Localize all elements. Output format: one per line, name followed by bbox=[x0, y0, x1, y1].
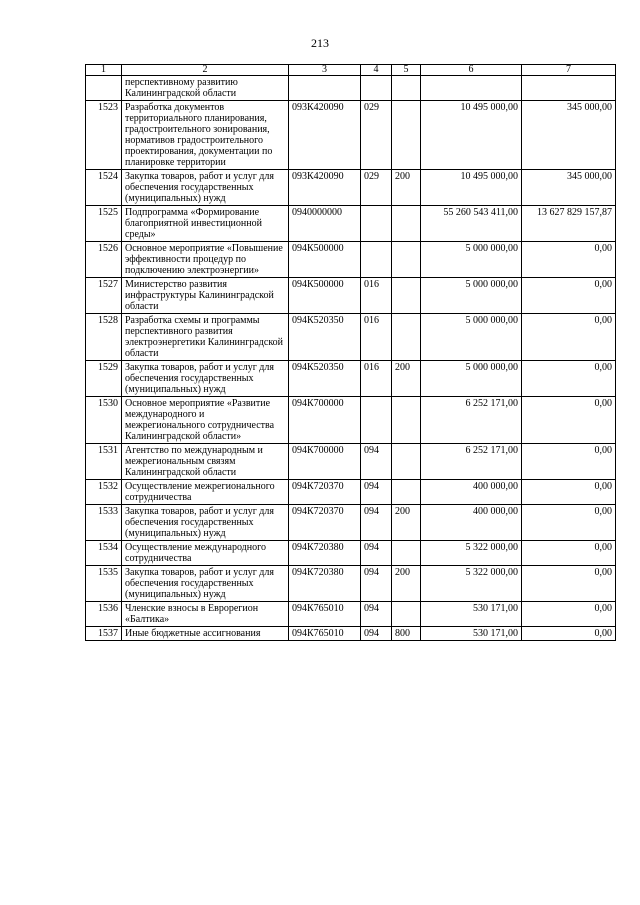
header-col-2: 2 bbox=[122, 65, 289, 76]
row-amount-col6-cell bbox=[421, 76, 522, 101]
row-expense-type-cell bbox=[392, 480, 421, 505]
row-expense-type-cell bbox=[392, 76, 421, 101]
row-department-cell: 016 bbox=[361, 278, 392, 314]
row-department-cell: 029 bbox=[361, 101, 392, 170]
row-amount-col6-cell: 6 252 171,00 bbox=[421, 397, 522, 444]
row-amount-col7-cell: 0,00 bbox=[522, 505, 616, 541]
row-expense-type-cell bbox=[392, 101, 421, 170]
table-row bbox=[86, 170, 616, 206]
row-amount-col6-cell: 5 000 000,00 bbox=[421, 314, 522, 361]
row-amount-col6-cell: 400 000,00 bbox=[421, 480, 522, 505]
table-row bbox=[86, 397, 616, 444]
row-code-cell bbox=[289, 76, 361, 101]
row-amount-col7-cell: 0,00 bbox=[522, 314, 616, 361]
header-row bbox=[86, 65, 616, 76]
row-expense-type-cell bbox=[392, 602, 421, 627]
header-col-5: 5 bbox=[392, 65, 421, 76]
row-amount-col6-cell: 5 000 000,00 bbox=[421, 361, 522, 397]
table-row bbox=[86, 541, 616, 566]
row-name-cell: Членские взносы в Еврорегион «Балтика» bbox=[122, 602, 289, 627]
row-amount-col7-cell: 13 627 829 157,87 bbox=[522, 206, 616, 242]
row-department-cell bbox=[361, 76, 392, 101]
table-row bbox=[86, 101, 616, 170]
table-row bbox=[86, 444, 616, 480]
row-number-cell: 1536 bbox=[86, 602, 122, 627]
table-row bbox=[86, 480, 616, 505]
row-name-cell: Основное мероприятие «Развитие международного и межрегионального сотрудничества Калининградской области» bbox=[122, 397, 289, 444]
row-department-cell: 016 bbox=[361, 314, 392, 361]
row-department-cell: 094 bbox=[361, 602, 392, 627]
row-department-cell: 094 bbox=[361, 444, 392, 480]
row-code-cell: 094К720380 bbox=[289, 566, 361, 602]
row-number-cell: 1526 bbox=[86, 242, 122, 278]
row-amount-col6-cell: 5 000 000,00 bbox=[421, 278, 522, 314]
budget-table bbox=[85, 64, 616, 641]
header-col-4: 4 bbox=[361, 65, 392, 76]
row-department-cell: 094 bbox=[361, 480, 392, 505]
row-department-cell: 094 bbox=[361, 627, 392, 641]
row-department-cell: 094 bbox=[361, 505, 392, 541]
row-expense-type-cell bbox=[392, 206, 421, 242]
row-amount-col6-cell: 10 495 000,00 bbox=[421, 101, 522, 170]
row-name-cell: Осуществление межрегионального сотрудничества bbox=[122, 480, 289, 505]
table-row bbox=[86, 602, 616, 627]
row-department-cell: 016 bbox=[361, 361, 392, 397]
table-row bbox=[86, 361, 616, 397]
row-name-cell: Закупка товаров, работ и услуг для обеспечения государственных (муниципальных) нужд bbox=[122, 505, 289, 541]
row-amount-col7-cell: 0,00 bbox=[522, 278, 616, 314]
header-col-6: 6 bbox=[421, 65, 522, 76]
page-number: 213 bbox=[311, 36, 329, 50]
table-row bbox=[86, 505, 616, 541]
row-code-cell: 094К765010 bbox=[289, 627, 361, 641]
row-expense-type-cell bbox=[392, 278, 421, 314]
row-name-cell: Подпрограмма «Формирование благоприятной инвестиционной среды» bbox=[122, 206, 289, 242]
row-name-cell: Основное мероприятие «Повышение эффективности процедур по подключению электроэнергии» bbox=[122, 242, 289, 278]
row-name-cell: Закупка товаров, работ и услуг для обеспечения государственных (муниципальных) нужд bbox=[122, 170, 289, 206]
row-code-cell: 094К520350 bbox=[289, 361, 361, 397]
row-number-cell: 1531 bbox=[86, 444, 122, 480]
row-name-cell: Иные бюджетные ассигнования bbox=[122, 627, 289, 641]
row-amount-col7-cell: 0,00 bbox=[522, 361, 616, 397]
row-number-cell: 1523 bbox=[86, 101, 122, 170]
row-code-cell: 094К520350 bbox=[289, 314, 361, 361]
header-col-7: 7 bbox=[522, 65, 616, 76]
table-row bbox=[86, 278, 616, 314]
row-expense-type-cell: 200 bbox=[392, 566, 421, 602]
row-amount-col7-cell bbox=[522, 76, 616, 101]
row-expense-type-cell bbox=[392, 397, 421, 444]
row-name-cell: Закупка товаров, работ и услуг для обеспечения государственных (муниципальных) нужд bbox=[122, 361, 289, 397]
row-name-cell: Агентство по международным и межрегиональным связям Калининградской области bbox=[122, 444, 289, 480]
row-expense-type-cell bbox=[392, 242, 421, 278]
row-number-cell: 1534 bbox=[86, 541, 122, 566]
row-number-cell: 1535 bbox=[86, 566, 122, 602]
row-number-cell bbox=[86, 76, 122, 101]
row-amount-col7-cell: 0,00 bbox=[522, 397, 616, 444]
row-code-cell: 094К700000 bbox=[289, 397, 361, 444]
row-name-cell: Разработка схемы и программы перспективного развития электроэнергетики Калининградской области bbox=[122, 314, 289, 361]
table-row bbox=[86, 76, 616, 101]
row-amount-col7-cell: 0,00 bbox=[522, 480, 616, 505]
row-amount-col7-cell: 345 000,00 bbox=[522, 101, 616, 170]
row-expense-type-cell bbox=[392, 444, 421, 480]
row-number-cell: 1528 bbox=[86, 314, 122, 361]
table-row bbox=[86, 206, 616, 242]
row-number-cell: 1530 bbox=[86, 397, 122, 444]
row-expense-type-cell: 200 bbox=[392, 170, 421, 206]
row-amount-col6-cell: 6 252 171,00 bbox=[421, 444, 522, 480]
row-department-cell: 029 bbox=[361, 170, 392, 206]
row-number-cell: 1532 bbox=[86, 480, 122, 505]
row-amount-col6-cell: 10 495 000,00 bbox=[421, 170, 522, 206]
row-department-cell: 094 bbox=[361, 566, 392, 602]
row-number-cell: 1529 bbox=[86, 361, 122, 397]
row-number-cell: 1525 bbox=[86, 206, 122, 242]
row-amount-col6-cell: 5 322 000,00 bbox=[421, 566, 522, 602]
row-department-cell bbox=[361, 397, 392, 444]
row-amount-col6-cell: 530 171,00 bbox=[421, 602, 522, 627]
row-amount-col7-cell: 345 000,00 bbox=[522, 170, 616, 206]
row-number-cell: 1533 bbox=[86, 505, 122, 541]
row-number-cell: 1537 bbox=[86, 627, 122, 641]
row-expense-type-cell: 200 bbox=[392, 505, 421, 541]
row-amount-col7-cell: 0,00 bbox=[522, 242, 616, 278]
row-department-cell: 094 bbox=[361, 541, 392, 566]
row-code-cell: 094К500000 bbox=[289, 242, 361, 278]
row-code-cell: 0940000000 bbox=[289, 206, 361, 242]
row-expense-type-cell: 800 bbox=[392, 627, 421, 641]
row-amount-col7-cell: 0,00 bbox=[522, 541, 616, 566]
row-code-cell: 094К720370 bbox=[289, 505, 361, 541]
row-amount-col6-cell: 5 322 000,00 bbox=[421, 541, 522, 566]
row-number-cell: 1524 bbox=[86, 170, 122, 206]
row-code-cell: 094К720380 bbox=[289, 541, 361, 566]
row-expense-type-cell bbox=[392, 314, 421, 361]
row-code-cell: 094К500000 bbox=[289, 278, 361, 314]
row-name-cell: Министерство развития инфраструктуры Калининградской области bbox=[122, 278, 289, 314]
row-amount-col7-cell: 0,00 bbox=[522, 627, 616, 641]
row-name-cell: Закупка товаров, работ и услуг для обеспечения государственных (муниципальных) нужд bbox=[122, 566, 289, 602]
row-department-cell bbox=[361, 242, 392, 278]
row-number-cell: 1527 bbox=[86, 278, 122, 314]
row-amount-col7-cell: 0,00 bbox=[522, 444, 616, 480]
row-code-cell: 094К720370 bbox=[289, 480, 361, 505]
row-amount-col6-cell: 530 171,00 bbox=[421, 627, 522, 641]
row-amount-col6-cell: 400 000,00 bbox=[421, 505, 522, 541]
row-code-cell: 094К765010 bbox=[289, 602, 361, 627]
table-row bbox=[86, 242, 616, 278]
row-expense-type-cell bbox=[392, 541, 421, 566]
row-name-cell: перспективному развитию Калининградской области bbox=[122, 76, 289, 101]
row-name-cell: Разработка документов территориального планирования, градостроительного зонирования, нормативов градостроительного проектирования, документации по планировке территории bbox=[122, 101, 289, 170]
table-row bbox=[86, 566, 616, 602]
row-code-cell: 094К700000 bbox=[289, 444, 361, 480]
row-department-cell bbox=[361, 206, 392, 242]
row-code-cell: 093К420090 bbox=[289, 101, 361, 170]
table-row bbox=[86, 314, 616, 361]
row-code-cell: 093К420090 bbox=[289, 170, 361, 206]
header-col-3: 3 bbox=[289, 65, 361, 76]
row-name-cell: Осуществление международного сотрудничества bbox=[122, 541, 289, 566]
row-amount-col7-cell: 0,00 bbox=[522, 602, 616, 627]
row-amount-col7-cell: 0,00 bbox=[522, 566, 616, 602]
row-amount-col6-cell: 55 260 543 411,00 bbox=[421, 206, 522, 242]
table-row bbox=[86, 627, 616, 641]
row-expense-type-cell: 200 bbox=[392, 361, 421, 397]
header-col-1: 1 bbox=[86, 65, 122, 76]
row-amount-col6-cell: 5 000 000,00 bbox=[421, 242, 522, 278]
